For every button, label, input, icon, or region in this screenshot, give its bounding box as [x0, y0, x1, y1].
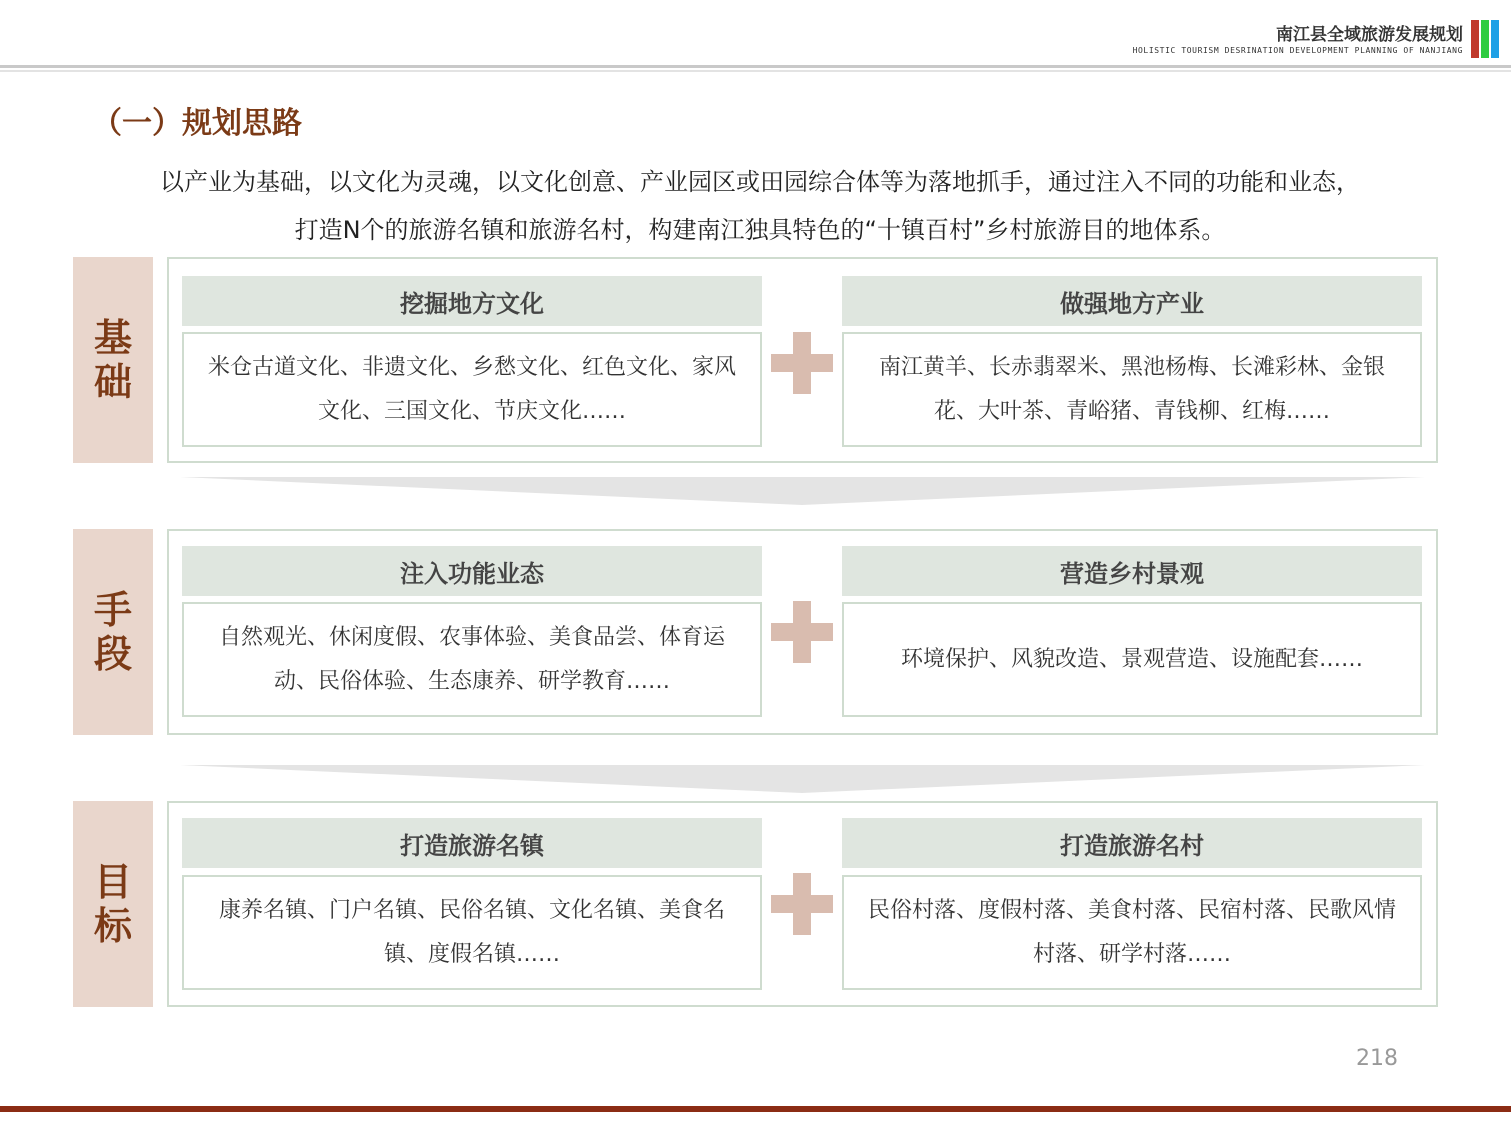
footer-rule: [0, 1106, 1511, 1112]
intro-line-1: 以产业为基础，以文化为灵魂，以文化创意、产业园区或田园综合体等为落地抓手，通过注入不同的功能和业态，: [160, 168, 1360, 196]
plus-icon: [771, 332, 833, 394]
row-label-means: [73, 529, 153, 735]
brand-bar-blue: [1491, 20, 1499, 58]
row-label-goal: [73, 801, 153, 1007]
card-header: 打造旅游名镇: [182, 818, 762, 868]
row-label-char: 目: [93, 860, 132, 904]
plus-icon: [771, 601, 833, 663]
brand-bar-green: [1481, 20, 1489, 58]
row-label-char: 标: [93, 904, 132, 948]
row-label-char: 段: [93, 632, 132, 676]
header-divider: [0, 65, 1511, 68]
card-body: 康养名镇、门户名镇、民俗名镇、文化名镇、美食名镇、度假名镇……: [182, 875, 762, 990]
down-arrow-icon: [180, 765, 1425, 793]
card-header: 打造旅游名村: [842, 818, 1422, 868]
card-header: 注入功能业态: [182, 546, 762, 596]
row-label-char: 基: [93, 316, 132, 360]
card-header: 挖掘地方文化: [182, 276, 762, 326]
row-label-foundation: [73, 257, 153, 463]
card-header: 营造乡村景观: [842, 546, 1422, 596]
intro-line-2: 打造N个的旅游名镇和旅游名村，构建南江独具特色的“十镇百村”乡村旅游目的地体系。: [294, 216, 1226, 244]
card-body: 民俗村落、度假村落、美食村落、民宿村落、民歌风情村落、研学村落……: [842, 875, 1422, 990]
section-title: （一）规划思路: [92, 106, 302, 141]
plus-icon: [771, 873, 833, 935]
card-body: 南江黄羊、长赤翡翠米、黑池杨梅、长滩彩林、金银花、大叶茶、青峪猪、青钱柳、红梅……: [842, 332, 1422, 447]
document-title: 南江县全域旅游发展规划: [1276, 25, 1463, 45]
card-body: 米仓古道文化、非遗文化、乡愁文化、红色文化、家风文化、三国文化、节庆文化……: [182, 332, 762, 447]
brand-bar-red: [1471, 20, 1479, 58]
card-body: 自然观光、休闲度假、农事体验、美食品尝、体育运动、民俗体验、生态康养、研学教育……: [182, 602, 762, 717]
row-label-char: 手: [93, 588, 132, 632]
card-header: 做强地方产业: [842, 276, 1422, 326]
page-number: 218: [1356, 1046, 1398, 1071]
header-divider-light: [0, 70, 1511, 72]
row-label-char: 础: [93, 360, 132, 404]
down-arrow-icon: [180, 477, 1425, 505]
card-body: 环境保护、风貌改造、景观营造、设施配套……: [842, 602, 1422, 717]
brand-color-bars: [1471, 20, 1501, 58]
document-subtitle: HOLISTIC TOURISM DESRINATION DEVELOPMENT PLANNING OF NANJIANG: [1132, 46, 1463, 55]
